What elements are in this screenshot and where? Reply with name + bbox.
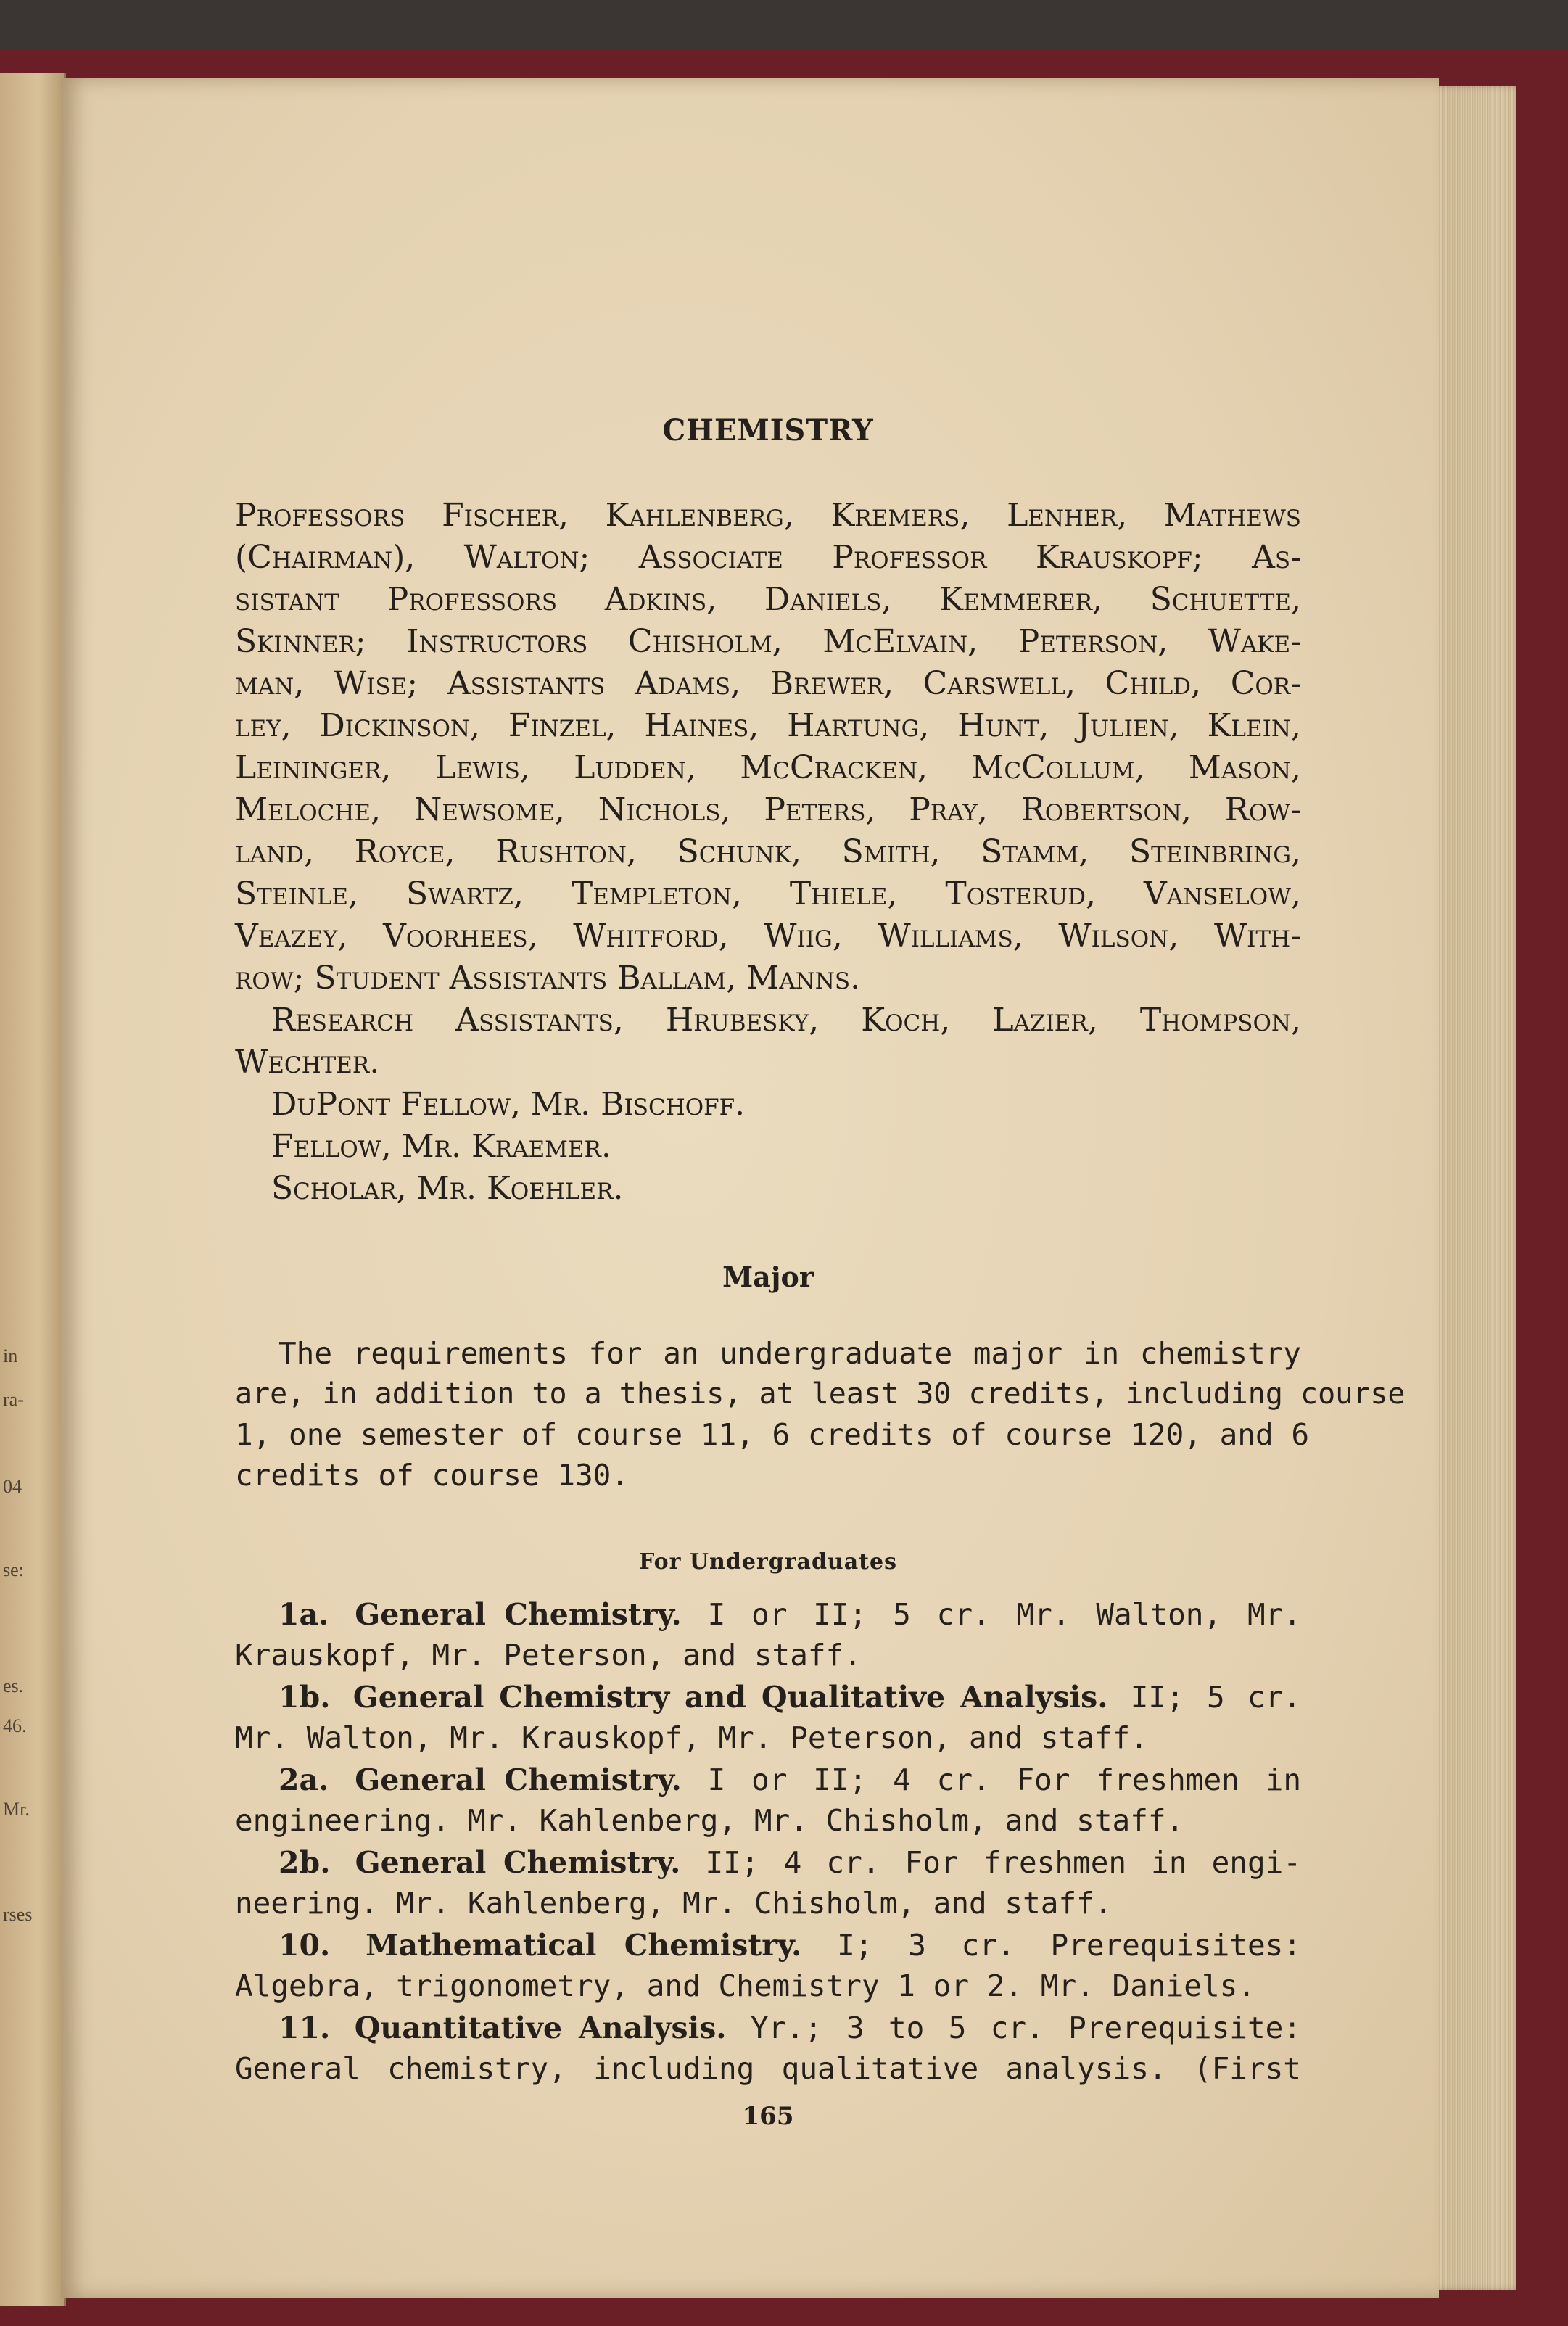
course-continuation: Algebra, trigonometry, and Chemistry 1 or 2. Mr. Daniels. <box>235 1968 1255 2003</box>
course-details: I or II; 5 cr. Mr. Walton, Mr. <box>707 1597 1302 1632</box>
staff-line: sistant Professors Adkins, Daniels, Kemmerer, Schuette, <box>235 581 1301 618</box>
paragraph-line: 1, one semester of course 11, 6 credits of course 120, and 6 <box>235 1417 1310 1452</box>
fellow-line: Fellow, Mr. Kraemer. <box>271 1128 611 1165</box>
marginalia-text: rses <box>3 1904 33 1925</box>
course-number: 1b. <box>278 1680 331 1715</box>
course-number: 10. <box>278 1928 331 1963</box>
marginalia-text: 04 <box>3 1476 22 1497</box>
page-title: CHEMISTRY <box>662 413 874 448</box>
research-line: Research Assistants, Hrubesky, Koch, Lazier, Thompson, <box>271 1002 1301 1039</box>
course-title: General Chemistry. <box>355 1845 681 1880</box>
course-title: General Chemistry. <box>355 1762 682 1797</box>
page-number: 165 <box>742 2102 794 2131</box>
course-entry <box>278 2008 1301 2048</box>
course-details: II; 5 cr. <box>1130 1680 1301 1715</box>
course-title: Mathematical Chemistry. <box>366 1928 802 1963</box>
course-entry <box>278 1760 1301 1800</box>
staff-line: Leininger, Lewis, Ludden, McCracken, McCollum, Mason, <box>235 749 1301 786</box>
course-title: Quantitative Analysis. <box>354 2010 727 2045</box>
staff-line: ley, Dickinson, Finzel, Haines, Hartung, Hunt, Julien, Klein, <box>235 707 1301 744</box>
course-continuation: neering. Mr. Kahlenberg, Mr. Chisholm, and staff. <box>235 1886 1113 1921</box>
marginalia-text: 46. <box>3 1715 27 1736</box>
marginalia-text: es. <box>3 1675 24 1696</box>
course-details: I; 3 cr. Prerequisites: <box>837 1928 1302 1963</box>
staff-line: Skinner; Instructors Chisholm, McElvain, Peterson, Wake- <box>235 623 1301 660</box>
course-entry <box>278 1594 1301 1635</box>
course-number: 11. <box>278 2010 331 2045</box>
paragraph-line: The requirements for an undergraduate major in chemistry <box>278 1336 1301 1371</box>
course-details: II; 4 cr. For freshmen in engi- <box>705 1845 1302 1880</box>
left-page-edge <box>0 73 66 2306</box>
staff-line: Steinle, Swartz, Templeton, Thiele, Tosterud, Vanselow, <box>235 875 1301 912</box>
course-details: Yr.; 3 to 5 cr. Prerequisite: <box>750 2010 1302 2045</box>
course-continuation: engineering. Mr. Kahlenberg, Mr. Chisholm, and staff. <box>235 1803 1184 1838</box>
staff-line: Professors Fischer, Kahlenberg, Kremers, Lenher, Mathews <box>235 497 1301 534</box>
undergraduates-heading: For Undergraduates <box>638 1549 898 1575</box>
staff-line: Veazey, Voorhees, Whitford, Wiig, Williams, Wilson, With- <box>235 917 1301 954</box>
staff-line: Meloche, Newsome, Nichols, Peters, Pray, Robertson, Row- <box>235 791 1301 828</box>
paragraph-line: credits of course 130. <box>235 1458 630 1493</box>
course-details: I or II; 4 cr. For freshmen in <box>707 1762 1302 1797</box>
paragraph-line: are, in addition to a thesis, at least 30 credits, including course <box>235 1377 1406 1411</box>
course-continuation: Mr. Walton, Mr. Krauskopf, Mr. Peterson, and staff. <box>235 1720 1148 1755</box>
staff-line: (Chairman), Walton; Associate Professor Krauskopf; As- <box>235 539 1301 576</box>
course-entry <box>278 1925 1301 1966</box>
course-entry <box>278 1677 1301 1717</box>
course-title: General Chemistry and Qualitative Analysis. <box>352 1680 1108 1715</box>
marginalia-text: se: <box>3 1559 24 1580</box>
staff-line: row; Student Assistants Ballam, Manns. <box>235 960 861 997</box>
major-heading: Major <box>722 1261 814 1293</box>
marginalia-text: ra- <box>3 1389 24 1410</box>
course-number: 1a. <box>278 1597 329 1632</box>
fellow-line: DuPont Fellow, Mr. Bischoff. <box>271 1086 746 1123</box>
book-page <box>61 78 1439 2298</box>
marginalia-text: Mr. <box>3 1799 30 1820</box>
course-continuation: General chemistry, including qualitative analysis. (First <box>235 2051 1301 2086</box>
staff-line: land, Royce, Rushton, Schunk, Smith, Stamm, Steinbring, <box>235 833 1301 870</box>
course-title: General Chemistry. <box>355 1597 682 1632</box>
staff-line: man, Wise; Assistants Adams, Brewer, Carswell, Child, Cor- <box>235 665 1301 702</box>
course-entry <box>278 1842 1301 1883</box>
fellow-line: Scholar, Mr. Koehler. <box>271 1170 624 1207</box>
course-number: 2b. <box>278 1845 331 1880</box>
research-line: Wechter. <box>235 1044 380 1081</box>
marginalia-text: in <box>3 1345 18 1366</box>
course-number: 2a. <box>278 1762 329 1797</box>
course-continuation: Krauskopf, Mr. Peterson, and staff. <box>235 1638 862 1673</box>
